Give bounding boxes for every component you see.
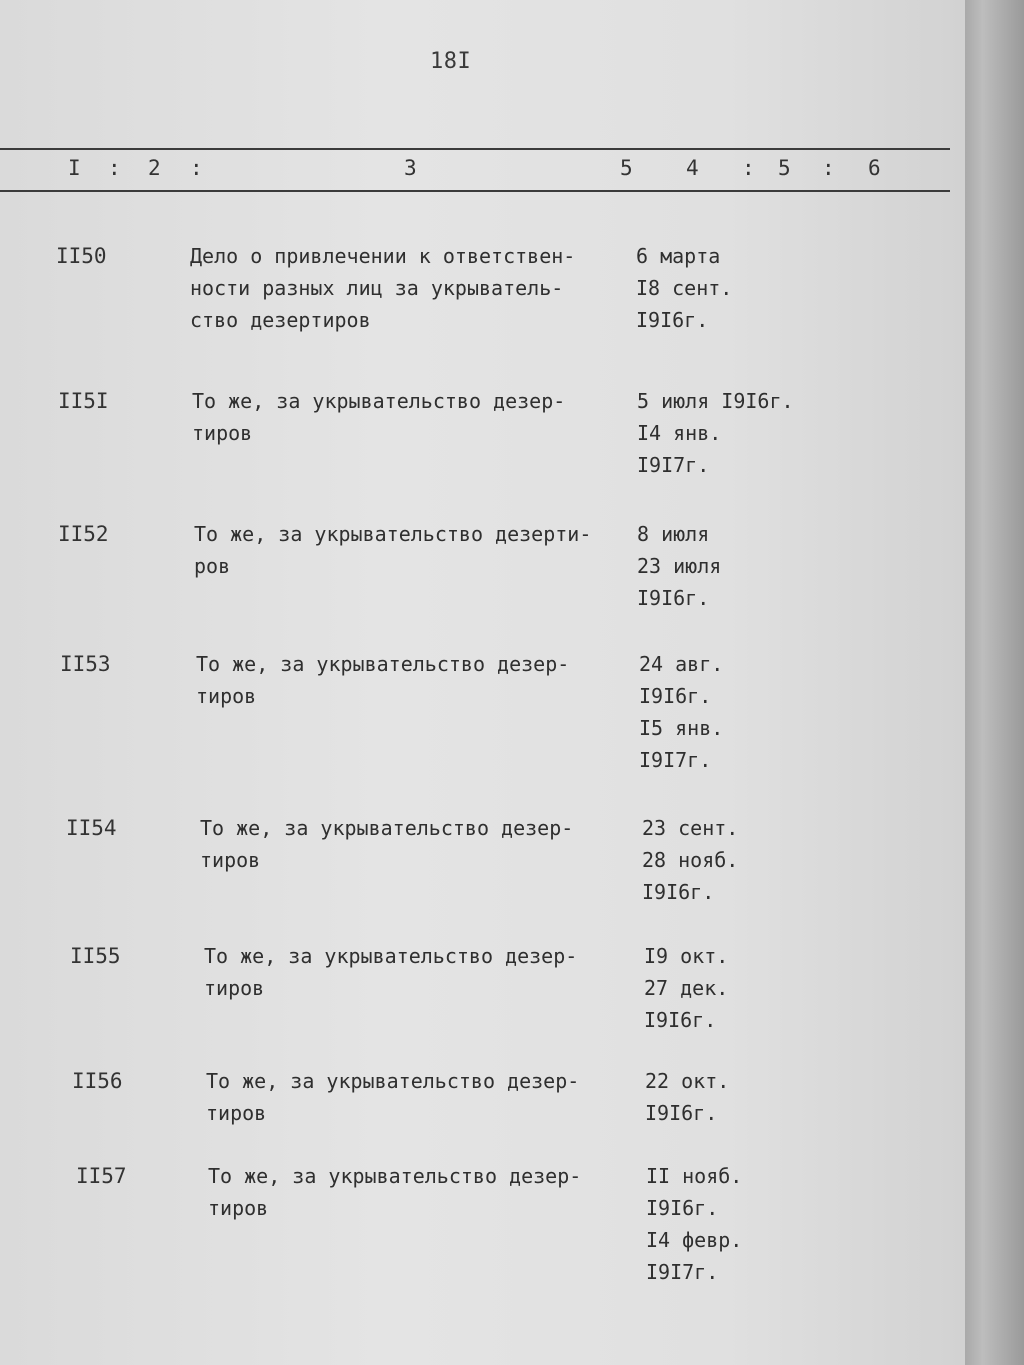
header-col-4: 4 — [686, 156, 699, 180]
header-sep-3: : — [742, 156, 755, 180]
row-dates: 24 авг. I9I6г. I5 янв. I9I7г. — [639, 652, 724, 772]
row-number: II52 — [58, 522, 109, 546]
row-number: II50 — [56, 244, 107, 268]
row-dates: I9 окт. 27 дек. I9I6г. — [644, 944, 729, 1032]
header-sep-1: : — [108, 156, 121, 180]
header-sep-2: : — [190, 156, 203, 180]
header-rule-top — [0, 148, 950, 150]
row-dates: 5 июля I9I6г. I4 янв. I9I7г. — [637, 389, 794, 477]
row-number: II55 — [70, 944, 121, 968]
row-title: То же, за укрывательство дезер- тиров — [206, 1069, 580, 1125]
row-number: II53 — [60, 652, 111, 676]
row-dates: II нояб. I9I6г. I4 февр. I9I7г. — [646, 1164, 743, 1284]
header-col-overstrike: 5 — [620, 156, 633, 180]
page-number: 18I — [430, 49, 472, 74]
row-title: То же, за укрывательство дезер- тиров — [196, 652, 570, 708]
row-dates: 23 сент. 28 нояб. I9I6г. — [642, 816, 739, 904]
row-number: II56 — [72, 1069, 123, 1093]
header-col-6: 6 — [868, 156, 881, 180]
header-rule-bottom — [0, 190, 950, 192]
header-col-3: 3 — [404, 156, 417, 180]
row-dates: 6 марта I8 сент. I9I6г. — [636, 244, 733, 332]
header-col-1: I — [68, 156, 81, 180]
page-edge-shadow — [965, 0, 1024, 1365]
header-col-5: 5 — [778, 156, 791, 180]
header-col-2: 2 — [148, 156, 161, 180]
row-number: II54 — [66, 816, 117, 840]
row-number: II57 — [76, 1164, 127, 1188]
row-title: Дело о привлечении к ответствен- ности разных лиц за укрыватель- ство дезертиров — [190, 244, 576, 332]
row-dates: 22 окт. I9I6г. — [645, 1069, 730, 1125]
header-sep-4: : — [822, 156, 835, 180]
row-dates: 8 июля 23 июля I9I6г. — [637, 522, 722, 610]
row-title: То же, за укрывательство дезер- тиров — [208, 1164, 582, 1220]
row-number: II5I — [58, 389, 109, 413]
row-title: То же, за укрывательство дезер- тиров — [192, 389, 566, 445]
row-title: То же, за укрывательство дезер- тиров — [204, 944, 578, 1000]
row-title: То же, за укрывательство дезерти- ров — [194, 522, 592, 578]
row-title: То же, за укрывательство дезер- тиров — [200, 816, 574, 872]
